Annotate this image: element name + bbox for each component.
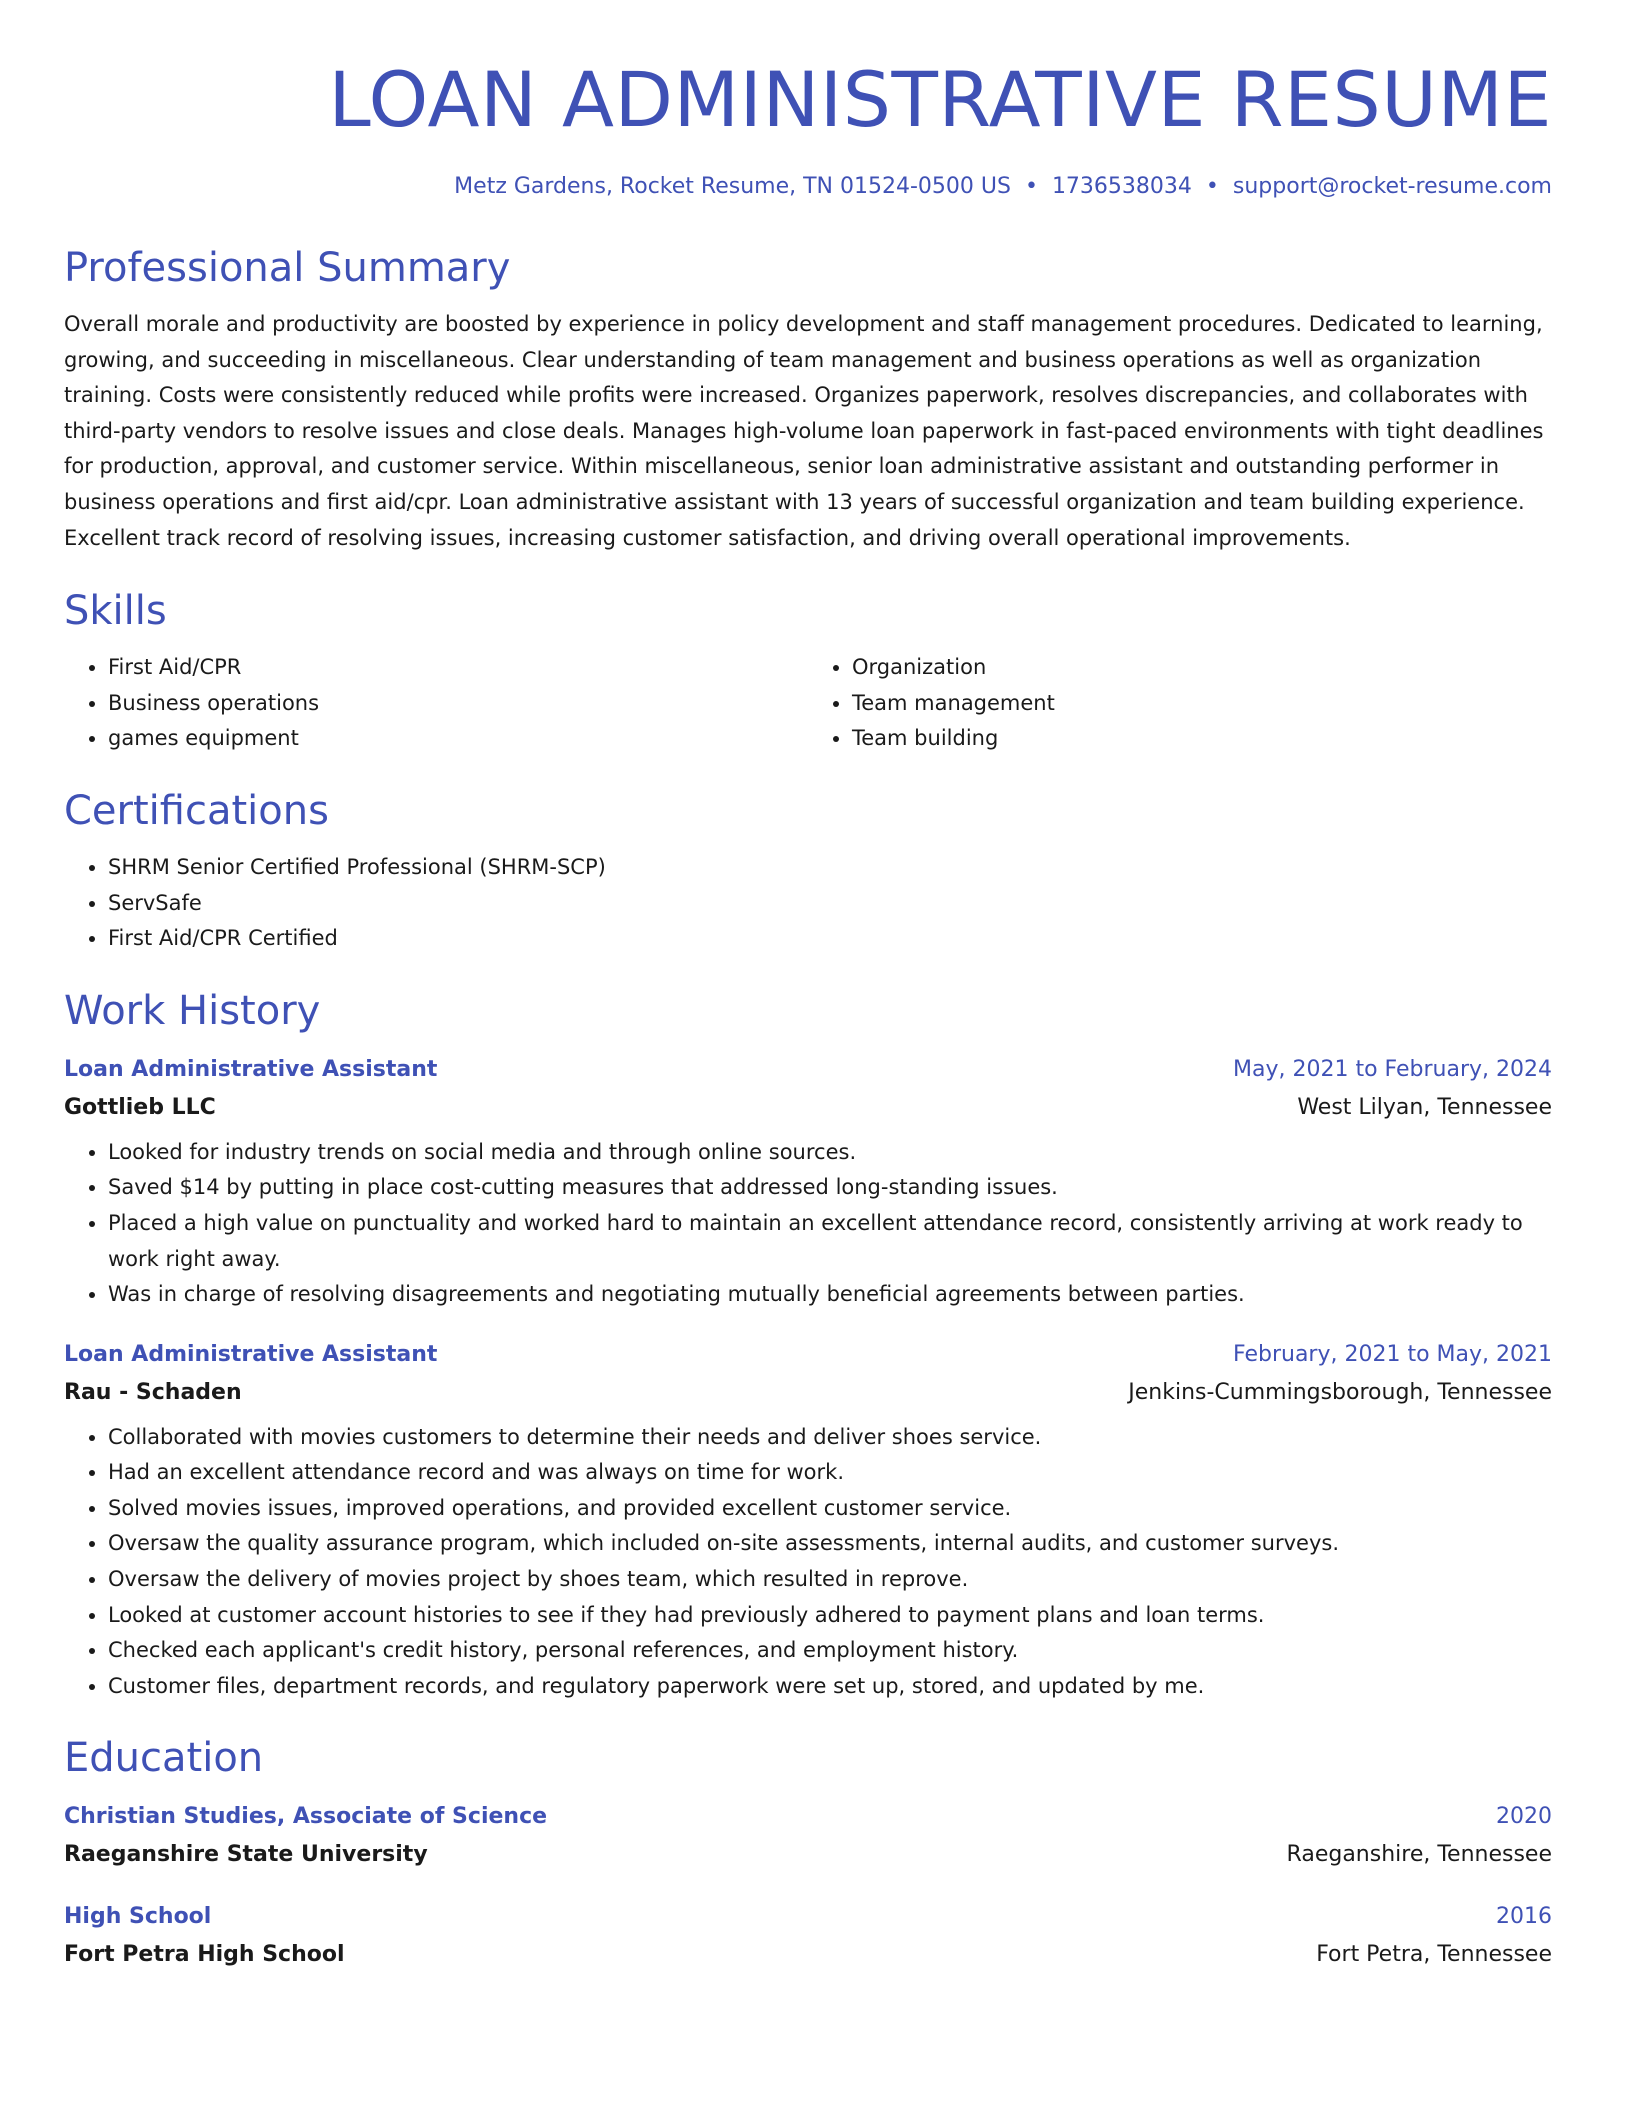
job-bullet: • Customer files, department records, and regulatory paperwork were set up, stored, and updated by me.	[108, 1669, 1552, 1705]
education-degree: High School	[64, 1904, 212, 1930]
job-company: Rau - Schaden	[64, 1379, 242, 1405]
certification-item: • ServSafe	[108, 886, 1552, 922]
job-bullet: • Looked for industry trends on social media and through online sources.	[108, 1135, 1552, 1171]
job-title: Loan Administrative Assistant	[64, 1341, 438, 1367]
certification-item: • First Aid/CPR Certified	[108, 921, 1552, 957]
contact-address: Metz Gardens, Rocket Resume, TN 01524-0500 US	[454, 174, 1011, 199]
skill-item: • games equipment	[108, 721, 808, 757]
job-bullet: • Was in charge of resolving disagreements and negotiating mutually beneficial agreements between parties.	[108, 1277, 1552, 1313]
contact-line	[64, 176, 1552, 198]
education-subheader	[64, 1844, 1552, 1866]
work-history-heading: Work History	[64, 987, 321, 1034]
certification-item: • SHRM Senior Certified Professional (SHRM-SCP)	[108, 850, 1552, 886]
job-bullet: • Collaborated with movies customers to determine their needs and deliver shoes service.	[108, 1420, 1552, 1456]
job-header	[64, 1056, 1552, 1082]
job-header	[64, 1341, 1552, 1367]
job-bullet: • Looked at customer account histories to see if they had previously adhered to payment plans and loan terms.	[108, 1598, 1552, 1634]
education-year: 2016	[1496, 1904, 1552, 1930]
education-school: Raeganshire State University	[64, 1842, 428, 1868]
job-bullet: • Checked each applicant's credit history, personal references, and employment history.	[108, 1633, 1552, 1669]
education-degree: Christian Studies, Associate of Science	[64, 1804, 548, 1830]
contact-phone: 1736538034	[1051, 174, 1192, 199]
education-year: 2020	[1496, 1804, 1552, 1830]
job-bullet: • Oversaw the quality assurance program, which included on-site assessments, internal audits, and customer surveys.	[108, 1526, 1552, 1562]
job-bullet: • Placed a high value on punctuality and worked hard to maintain an excellent attendance record, consistently arriving at work ready to work right away.	[108, 1206, 1552, 1277]
job-bullet: • Had an excellent attendance record and was always on time for work.	[108, 1455, 1552, 1491]
job-subheader	[64, 1094, 1552, 1120]
skills-list	[64, 650, 1552, 757]
education-entry	[64, 1806, 1552, 1866]
education-heading: Education	[64, 1735, 264, 1782]
job-entry	[64, 1056, 1552, 1313]
education-location: Raeganshire, Tennessee	[1286, 1842, 1552, 1868]
job-bullets	[64, 1135, 1552, 1313]
skills-column-left	[64, 650, 808, 757]
job-company: Gottlieb LLC	[64, 1094, 216, 1120]
education-header	[64, 1806, 1552, 1828]
job-bullet: • Saved $14 by putting in place cost-cutting measures that addressed long-standing issues.	[108, 1170, 1552, 1206]
resume-page	[64, 0, 1552, 1966]
education-entry	[64, 1906, 1552, 1966]
job-title: Loan Administrative Assistant	[64, 1056, 438, 1082]
education-subheader	[64, 1944, 1552, 1966]
resume-title: LOAN ADMINISTRATIVE RESUME	[328, 55, 1552, 144]
certifications-list	[64, 850, 1552, 957]
skill-item: • First Aid/CPR	[108, 650, 808, 686]
job-dates: May, 2021 to February, 2024	[1233, 1056, 1552, 1082]
job-subheader	[64, 1379, 1552, 1405]
contact-separator: •	[1024, 174, 1038, 199]
skill-item: • Business operations	[108, 686, 808, 722]
contact-email[interactable]: support@rocket-resume.com	[1232, 174, 1552, 199]
education-location: Fort Petra, Tennessee	[1316, 1942, 1552, 1968]
skill-item: • Team management	[852, 686, 1552, 722]
skills-heading: Skills	[64, 588, 167, 635]
job-bullets	[64, 1420, 1552, 1705]
job-dates: February, 2021 to May, 2021	[1233, 1341, 1552, 1367]
summary-heading: Professional Summary	[64, 245, 511, 291]
education-header	[64, 1906, 1552, 1928]
contact-separator: •	[1205, 174, 1219, 199]
skill-item: • Organization	[852, 650, 1552, 686]
certifications-heading: Certifications	[64, 787, 329, 834]
job-entry	[64, 1341, 1552, 1705]
job-location: West Lilyan, Tennessee	[1297, 1094, 1552, 1120]
job-bullet: • Solved movies issues, improved operations, and provided excellent customer service.	[108, 1491, 1552, 1527]
skills-column-right	[808, 650, 1552, 757]
job-bullet: • Oversaw the delivery of movies project by shoes team, which resulted in reprove.	[108, 1562, 1552, 1598]
job-location: Jenkins-Cummingsborough, Tennessee	[1128, 1379, 1552, 1405]
education-school: Fort Petra High School	[64, 1942, 345, 1968]
summary-text: Overall morale and productivity are boosted by experience in policy development and staff management procedures. Dedicated to learning, growing, and succeeding in miscellaneous. Clear understanding of team management and business operations as well as organization training. Costs were consistently reduced while profits were increased. Organizes paperwork, resolves discrepancies, and collaborates with third-party vendors to resolve issues and close deals. Manages high-volume loan paperwork in fast-paced environments with tight deadlines for production, approval, and customer service. Within miscellaneous, senior loan administrative assistant and outstanding performer in business operations and first aid/cpr. Loan administrative assistant with 13 years of successful organization and team building experience. Excellent track record of resolving issues, increasing customer satisfaction, and driving overall operational improvements.	[64, 312, 1544, 550]
skill-item: • Team building	[852, 721, 1552, 757]
